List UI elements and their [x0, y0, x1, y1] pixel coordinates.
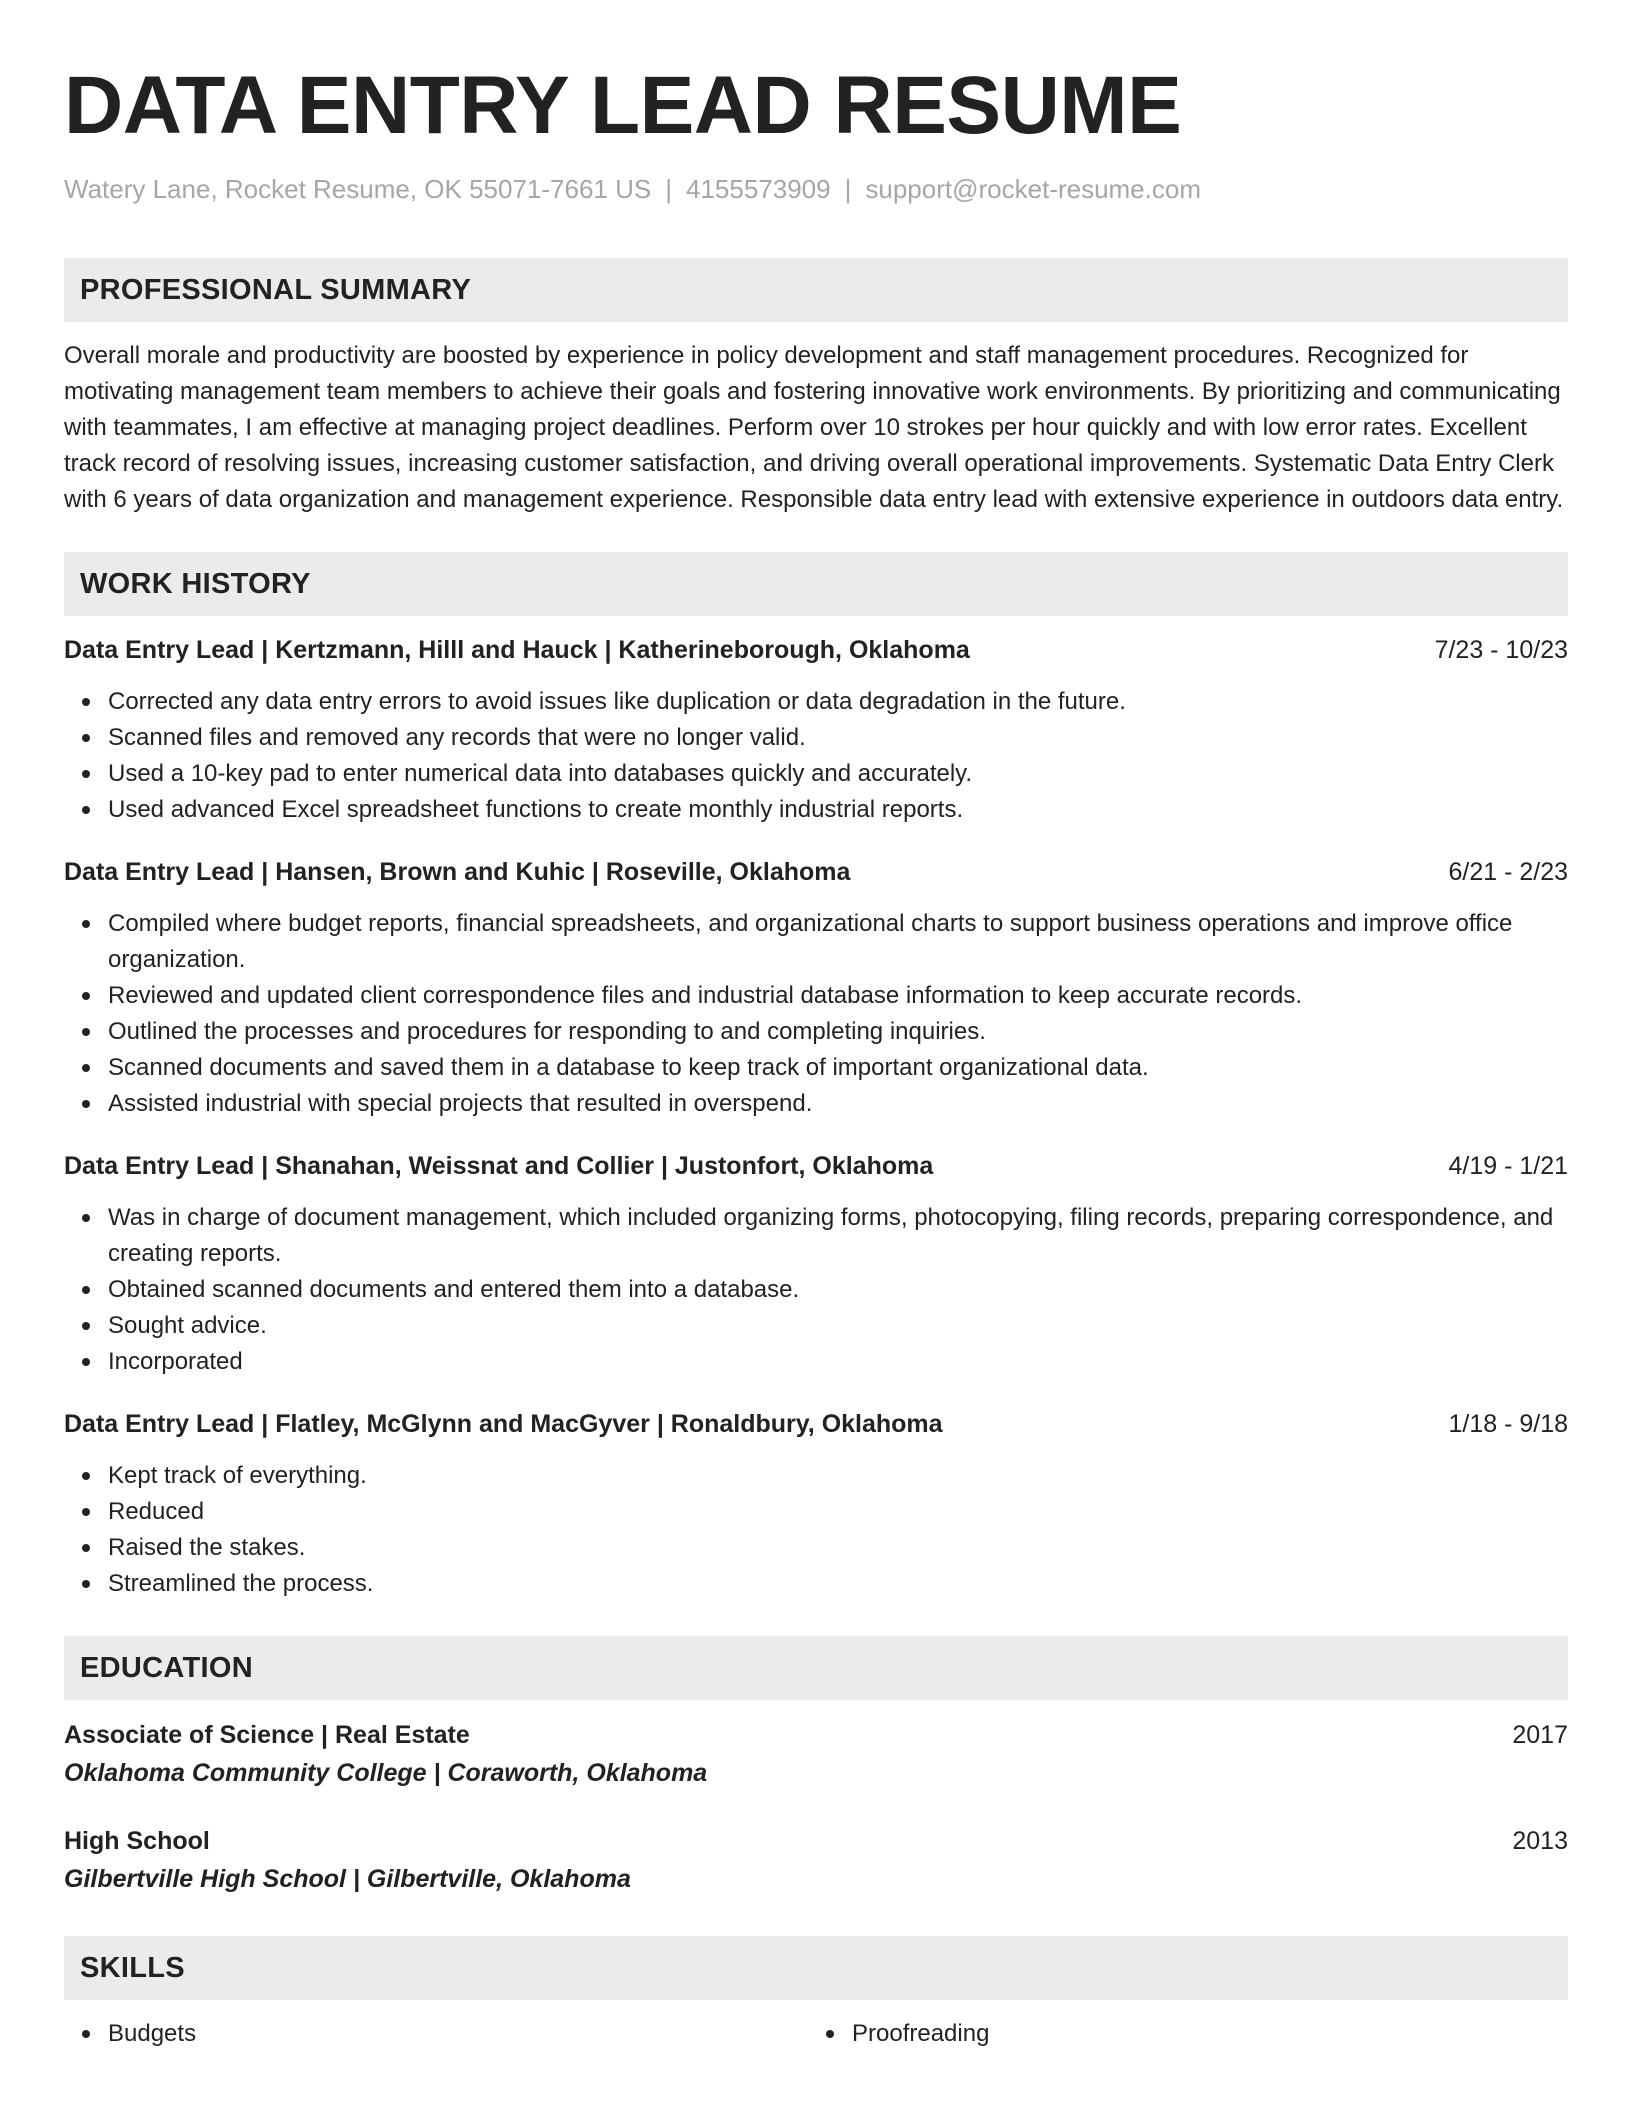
section-heading-work-history: WORK HISTORY: [64, 552, 1568, 616]
job-bullet: Scanned documents and saved them in a database to keep track of important organizational data.: [108, 1050, 1568, 1086]
job-bullet: Raised the stakes.: [108, 1530, 1568, 1566]
section-heading-education: EDUCATION: [64, 1636, 1568, 1700]
job-header: [64, 634, 1568, 666]
job-bullets: [64, 1200, 1568, 1380]
job-bullet: Kept track of everything.: [108, 1458, 1568, 1494]
job-dates: 6/21 - 2/23: [1448, 858, 1568, 886]
education-entry: [64, 1718, 1568, 1790]
job-bullet: Sought advice.: [108, 1308, 1568, 1344]
skills-column-right: [808, 2016, 1552, 2052]
job-bullet: Corrected any data entry errors to avoid issues like duplication or data degradation in the future.: [108, 684, 1568, 720]
job-bullet: Was in charge of document management, which included organizing forms, photocopying, filing records, preparing correspondence, and creating reports.: [108, 1200, 1568, 1272]
education-school: Oklahoma Community College | Coraworth, Oklahoma: [64, 1759, 708, 1787]
skill-item: Budgets: [108, 2016, 808, 2052]
job-entry: [64, 856, 1568, 1122]
job-header: [64, 856, 1568, 888]
section-heading-skills: SKILLS: [64, 1936, 1568, 2000]
job-header: [64, 1408, 1568, 1440]
job-bullet: Streamlined the process.: [108, 1566, 1568, 1602]
job-bullet: Compiled where budget reports, financial spreadsheets, and organizational charts to support business operations and improve office organization.: [108, 906, 1568, 978]
contact-phone: 4155573909: [686, 174, 831, 204]
job-bullet: Obtained scanned documents and entered them into a database.: [108, 1272, 1568, 1308]
education-school: Gilbertville High School | Gilbertville, Oklahoma: [64, 1865, 631, 1893]
job-dates: 1/18 - 9/18: [1448, 1410, 1568, 1438]
job-bullet: Assisted industrial with special projects that resulted in overspend.: [108, 1086, 1568, 1122]
skills-list: [64, 2016, 1568, 2052]
job-entry: [64, 634, 1568, 828]
skills-column-left: [64, 2016, 808, 2052]
job-bullets: [64, 906, 1568, 1122]
job-bullet: Used advanced Excel spreadsheet functions to create monthly industrial reports.: [108, 792, 1568, 828]
resume-page: [64, 0, 1568, 2052]
job-entry: [64, 1408, 1568, 1602]
job-entry: [64, 1150, 1568, 1380]
job-bullet: Incorporated: [108, 1344, 1568, 1380]
contact-separator: |: [844, 174, 852, 204]
job-title: Data Entry Lead | Flatley, McGlynn and MacGyver | Ronaldbury, Oklahoma: [64, 1410, 943, 1438]
education-degree: High School: [64, 1827, 210, 1855]
job-title: Data Entry Lead | Hansen, Brown and Kuhic | Roseville, Oklahoma: [64, 858, 851, 886]
job-dates: 4/19 - 1/21: [1448, 1152, 1568, 1180]
section-heading-summary: PROFESSIONAL SUMMARY: [64, 258, 1568, 322]
job-title: Data Entry Lead | Kertzmann, Hilll and Hauck | Katherineborough, Oklahoma: [64, 636, 970, 664]
contact-line: [64, 172, 1568, 206]
resume-title: DATA ENTRY LEAD RESUME: [64, 60, 1182, 151]
skill-item: Proofreading: [852, 2016, 1552, 2052]
job-bullet: Reviewed and updated client correspondence files and industrial database information to keep accurate records.: [108, 978, 1568, 1014]
job-bullet: Outlined the processes and procedures for responding to and completing inquiries.: [108, 1014, 1568, 1050]
education-degree: Associate of Science | Real Estate: [64, 1721, 470, 1749]
job-bullets: [64, 684, 1568, 828]
job-bullet: Reduced: [108, 1494, 1568, 1530]
education-entry: [64, 1824, 1568, 1896]
job-bullets: [64, 1458, 1568, 1602]
education-header: [64, 1718, 1568, 1752]
contact-email: support@rocket-resume.com: [865, 174, 1201, 204]
education-header: [64, 1824, 1568, 1858]
job-bullet: Used a 10-key pad to enter numerical data into databases quickly and accurately.: [108, 756, 1568, 792]
job-dates: 7/23 - 10/23: [1434, 636, 1568, 664]
contact-separator: |: [665, 174, 672, 204]
summary-text: Overall morale and productivity are boosted by experience in policy development and staff management procedures. Recognized for motivating management team members to achieve their goals and fostering innovative work environments. By prioritizing and communicating with teammates, I am effective at managing project deadlines. Perform over 10 strokes per hour quickly and with low error rates. Excellent track record of resolving issues, increasing customer satisfaction, and driving overall operational improvements. Systematic Data Entry Clerk with 6 years of data organization and management experience. Responsible data entry lead with extensive experience in outdoors data entry.: [64, 342, 1564, 513]
job-title: Data Entry Lead | Shanahan, Weissnat and Collier | Justonfort, Oklahoma: [64, 1152, 934, 1180]
education-year: 2013: [1512, 1827, 1568, 1855]
contact-address: Watery Lane, Rocket Resume, OK 55071-7661 US: [64, 174, 652, 204]
education-year: 2017: [1512, 1721, 1568, 1749]
job-header: [64, 1150, 1568, 1182]
job-bullet: Scanned files and removed any records that were no longer valid.: [108, 720, 1568, 756]
